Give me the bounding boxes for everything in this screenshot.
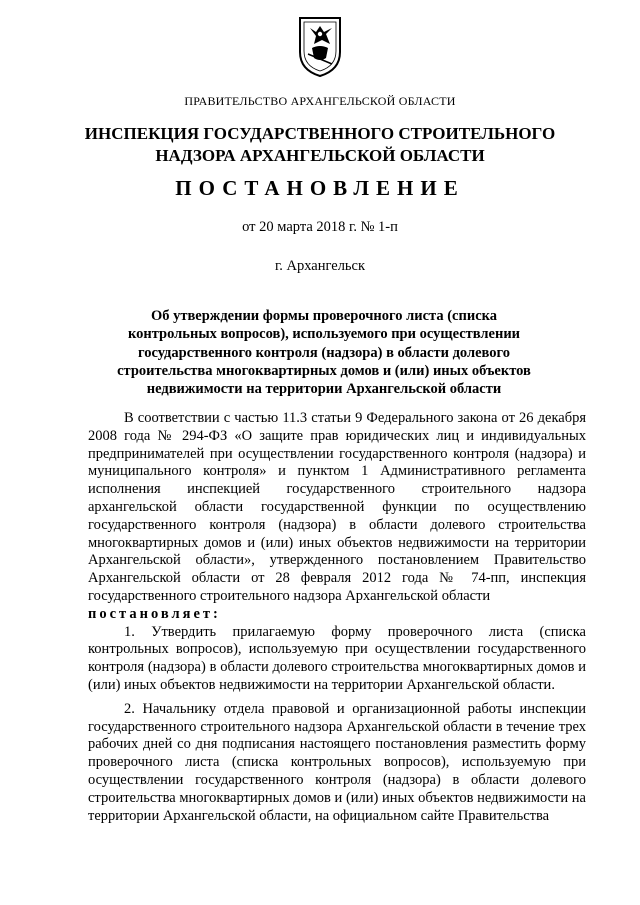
item-2-paragraph: 2. Начальнику отдела правовой и организационной работы инспекции государственного строительного надзора Архангельской области в течение трех рабочих дней со дня подписания настоящего постановления разместить форму проверочного листа (списка контрольных вопросов), используемую при осуществлении государственного контроля (надзора) в области долевого строительства многоквартирных домов и (или) иных объектов недвижимости на территории Архангельской области, на официальном сайте Правительства bbox=[88, 700, 586, 824]
preamble-paragraph: В соответствии с частью 11.3 статьи 9 Федерального закона от 26 декабря 2008 года № 294-ФЗ «О защите прав юридических лиц и индивидуальных предпринимателей при осуществлении государственного контроля (надзора) и муниципального контроля» и пунктом 1 Административного регламента исполнения инспекцией государственного строительного надзора архангельской области государственной функции по осуществлению государственного контроля (надзора) в области долевого строительства многоквартирных домов и (или) иных объектов недвижимости на территории Архангельской области», утвержденного постановлением Правительство Архангельской области от 28 февраля 2012 года № 74-пп, инспекция государственного строительного надзора Архангельской области bbox=[88, 410, 586, 604]
document-date-number: от 20 марта 2018 г. № 1-п bbox=[242, 219, 398, 235]
document-body bbox=[88, 410, 586, 825]
organization-name-line1: ИНСПЕКЦИЯ ГОСУДАРСТВЕННОГО СТРОИТЕЛЬНОГО bbox=[84, 124, 556, 143]
organization-name bbox=[0, 123, 640, 167]
document-city: г. Архангельск bbox=[274, 258, 366, 274]
government-name: ПРАВИТЕЛЬСТВО АРХАНГЕЛЬСКОЙ ОБЛАСТИ bbox=[184, 94, 456, 108]
document-subject: Об утверждении формы проверочного листа (списка контрольных вопросов), используемого при осуществлении государственного контроля (надзора) в области долевого строительства многоквартирных домов и (или) иных объектов недвижимости на территории Архангельской области bbox=[117, 308, 531, 398]
item-1-paragraph: 1. Утвердить прилагаемую форму проверочного листа (списка контрольных вопросов), используемую при осуществлении государственного контроля (надзора) в области долевого строительства многоквартирных домов и (или) иных объектов недвижимости на территории Архангельской области. bbox=[88, 623, 586, 693]
document-type: ПОСТАНОВЛЕНИЕ bbox=[175, 176, 465, 200]
decree-word: постановляет: bbox=[88, 605, 221, 622]
organization-name-line2: НАДЗОРА АРХАНГЕЛЬСКОЙ ОБЛАСТИ bbox=[155, 146, 485, 165]
coat-of-arms-icon bbox=[296, 14, 344, 78]
